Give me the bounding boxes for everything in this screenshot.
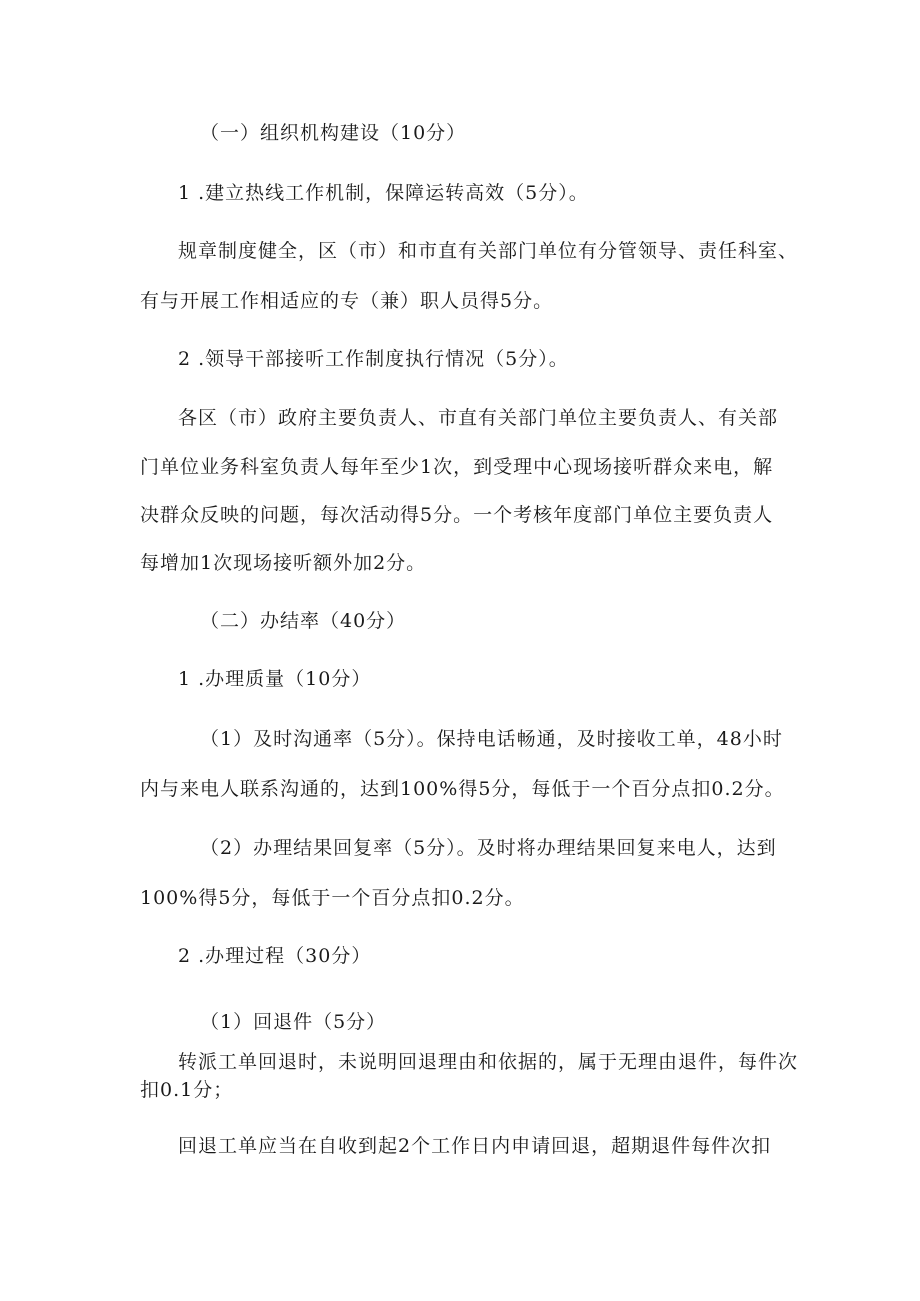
paragraph-line: 回退工单应当在自收到起2个工作日内申请回退，超期退件每件次扣 bbox=[178, 1135, 772, 1157]
paragraph-line: 转派工单回退时，未说明回退理由和依据的，属于无理由退件，每件次 bbox=[178, 1051, 799, 1073]
paragraph-line: （2）办理结果回复率（5分）。及时将办理结果回复来电人，达到 bbox=[200, 837, 777, 859]
paragraph-line: 100%得5分，每低于一个百分点扣0.2分。 bbox=[140, 887, 525, 909]
subsection-handling-process: 2 .办理过程（30分） bbox=[178, 945, 372, 967]
paragraph-line: 每增加1次现场接听额外加2分。 bbox=[140, 552, 427, 574]
paragraph-line: 规章制度健全，区（市）和市直有关部门单位有分管领导、责任科室、 bbox=[178, 240, 799, 262]
subsection-handling-quality: 1 .办理质量（10分） bbox=[178, 668, 372, 690]
subsection-hotline-mechanism: 1 .建立热线工作机制，保障运转高效（5分）。 bbox=[178, 182, 589, 204]
paragraph-line: （1）回退件（5分） bbox=[200, 1011, 387, 1033]
paragraph-line: 扣0.1分； bbox=[140, 1079, 234, 1101]
paragraph-line: 各区（市）政府主要负责人、市直有关部门单位主要负责人、有关部 bbox=[178, 407, 779, 429]
paragraph-line: 门单位业务科室负责人每年至少1次，到受理中心现场接听群众来电，解 bbox=[140, 456, 774, 478]
paragraph-line: 决群众反映的问题，每次活动得5分。一个考核年度部门单位主要负责人 bbox=[140, 504, 774, 526]
paragraph-line: （1）及时沟通率（5分）。保持电话畅通，及时接收工单，48小时 bbox=[200, 728, 783, 750]
section-heading-organization: （一）组织机构建设（10分） bbox=[200, 122, 467, 144]
paragraph-line: 有与开展工作相适应的专（兼）职人员得5分。 bbox=[140, 290, 554, 312]
section-heading-completion-rate: （二）办结率（40分） bbox=[200, 610, 407, 632]
paragraph-line: 内与来电人联系沟通的，达到100%得5分，每低于一个百分点扣0.2分。 bbox=[140, 778, 785, 800]
subsection-leader-answering: 2 .领导干部接听工作制度执行情况（5分）。 bbox=[178, 348, 569, 370]
